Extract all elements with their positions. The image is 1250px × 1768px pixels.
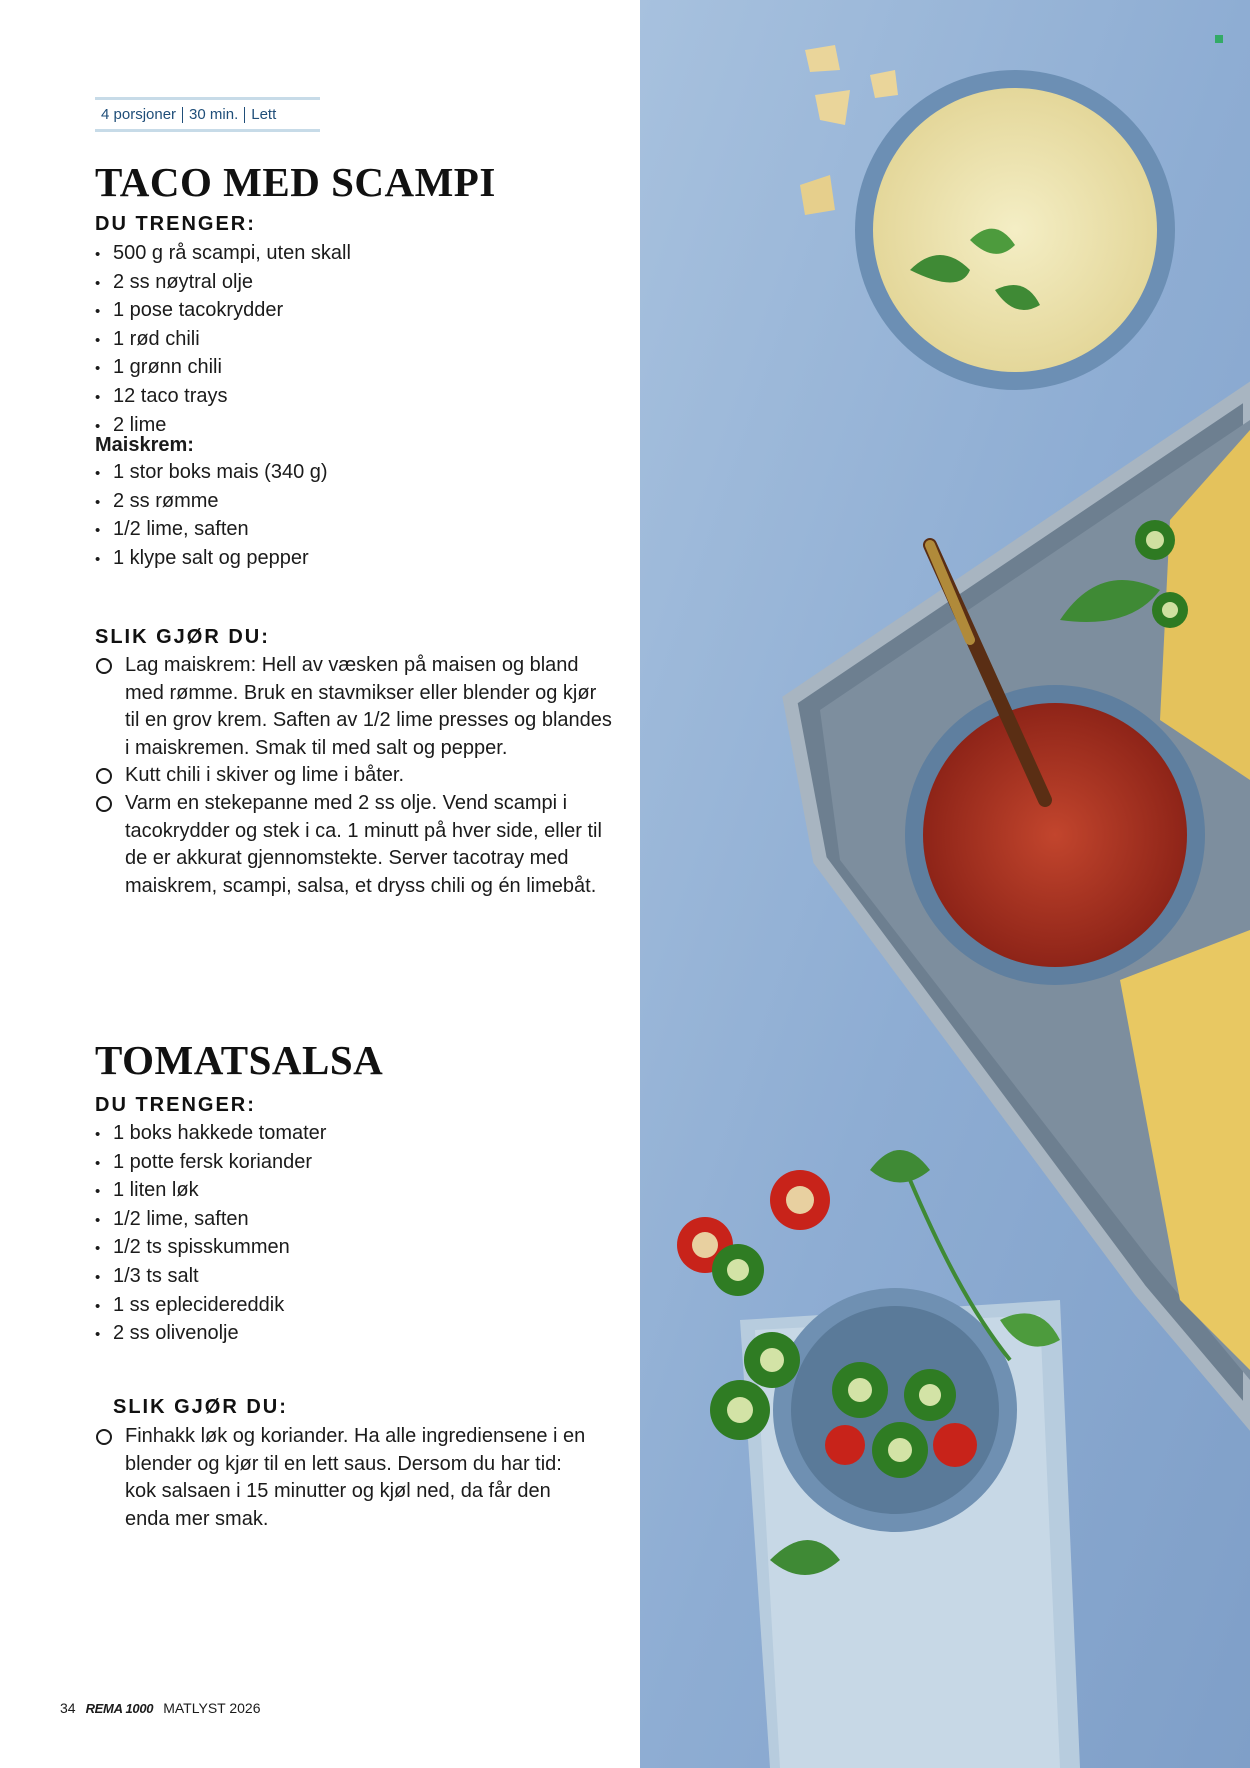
chili-bowl-image bbox=[773, 1288, 1017, 1532]
method-heading: SLIK GJØR DU: bbox=[113, 1396, 288, 1418]
step-circle-icon bbox=[96, 768, 112, 784]
step-circle-icon bbox=[96, 658, 112, 674]
ingredient-item: • 1 stor boks mais (340 g) bbox=[95, 459, 328, 488]
step-text: Lag maiskrem: Hell av væsken på maisen og bland med rømme. Bruk en stavmikser eller blender og kjør til en grov krem. Saften av 1/2 lime presses og blandes i maiskremen. Smak til med salt og pepper. bbox=[125, 654, 612, 759]
ingredient-item: • 1 boks hakkede tomater bbox=[95, 1120, 326, 1149]
ingredient-item: • 1/2 lime, saften bbox=[95, 516, 328, 545]
ingredient-item: • 1/3 ts salt bbox=[95, 1263, 326, 1292]
recipe-title: TACO MED SCAMPI bbox=[95, 159, 496, 205]
time-label: 30 min. bbox=[189, 106, 239, 123]
method-steps bbox=[95, 1423, 595, 1533]
recipe-meta-bar bbox=[95, 97, 320, 132]
ingredient-item: • 500 g rå scampi, uten skall bbox=[95, 240, 351, 269]
ingredient-list bbox=[95, 1120, 326, 1349]
ingredient-item: • 2 ss nøytral olje bbox=[95, 269, 351, 298]
step-text: Finhakk løk og koriander. Ha alle ingrediensene i en blender og kjør til en lett saus. Dersom du har tid: kok salsaen i 15 minutter og kjøl ned, da får den enda mer smak. bbox=[125, 1425, 586, 1530]
ingredients-heading: DU TRENGER: bbox=[95, 213, 256, 235]
step-item bbox=[95, 652, 615, 762]
step-item bbox=[95, 790, 615, 900]
ingredient-item: • 1 ss eplecidereddik bbox=[95, 1292, 326, 1321]
ingredients-heading: DU TRENGER: bbox=[95, 1094, 256, 1116]
corn-cream-bowl-image bbox=[855, 70, 1175, 390]
ingredient-item: • 2 ss rømme bbox=[95, 488, 328, 517]
subrecipe-heading: Maiskrem: bbox=[95, 434, 194, 456]
step-circle-icon bbox=[96, 796, 112, 812]
method-steps bbox=[95, 652, 615, 900]
step-circle-icon bbox=[96, 1429, 112, 1445]
ingredient-item: • 2 lime bbox=[95, 412, 351, 441]
corner-mark-icon bbox=[1215, 35, 1223, 43]
difficulty-label: Lett bbox=[251, 106, 277, 123]
step-text: Varm en stekepanne med 2 ss olje. Vend scampi i tacokrydder og stek i ca. 1 minutt på hver side, eller til de er akkurat gjennomstekte. Server tacotray med maiskrem, scampi, salsa, et dryss chili og én limebåt. bbox=[125, 791, 602, 897]
page-footer bbox=[60, 1700, 261, 1716]
ingredient-item: • 1 rød chili bbox=[95, 326, 351, 355]
ingredient-item: • 1 grønn chili bbox=[95, 354, 351, 383]
page-number: 34 bbox=[60, 1700, 76, 1716]
ingredient-item: • 1 klype salt og pepper bbox=[95, 545, 328, 574]
ingredient-list bbox=[95, 240, 351, 440]
ingredient-item: • 1 potte fersk koriander bbox=[95, 1149, 326, 1178]
ingredient-item: • 2 ss olivenolje bbox=[95, 1320, 326, 1349]
magazine-name: MATLYST 2026 bbox=[163, 1700, 261, 1716]
ingredient-item: • 1 pose tacokrydder bbox=[95, 297, 351, 326]
servings-label: 4 porsjoner bbox=[101, 106, 177, 123]
subrecipe-ingredient-list bbox=[95, 459, 328, 573]
ingredient-item: • 1/2 ts spisskummen bbox=[95, 1234, 326, 1263]
ingredient-item: • 1/2 lime, saften bbox=[95, 1206, 326, 1235]
food-photo bbox=[640, 0, 1250, 1768]
ingredient-item: • 1 liten løk bbox=[95, 1177, 326, 1206]
ingredient-item: • 12 taco trays bbox=[95, 383, 351, 412]
step-item bbox=[95, 1423, 595, 1533]
step-item bbox=[95, 762, 615, 790]
method-heading: SLIK GJØR DU: bbox=[95, 626, 270, 648]
brand-logo: REMA 1000 bbox=[85, 1700, 154, 1716]
recipe-title: TOMATSALSA bbox=[95, 1037, 384, 1083]
step-text: Kutt chili i skiver og lime i båter. bbox=[125, 764, 404, 787]
